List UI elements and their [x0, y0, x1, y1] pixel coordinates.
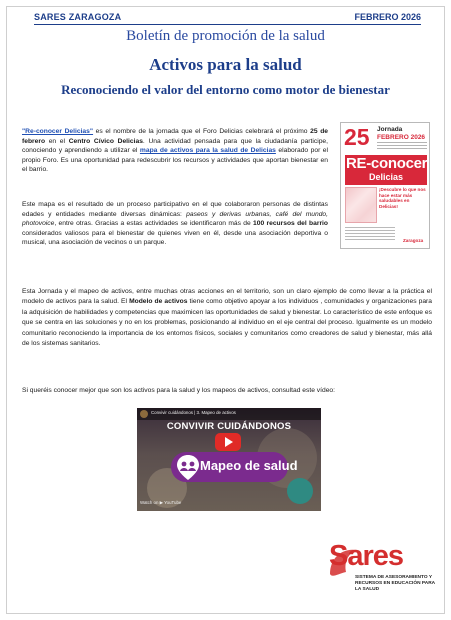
video-title[interactable]: Convivir cuidándonos | 3. Mapeo de activos	[151, 410, 236, 415]
bulletin-subtitle: Activos para la salud	[149, 55, 302, 74]
poster-map-image	[345, 187, 377, 223]
poster-title: RE-conocer	[346, 155, 428, 172]
mapa-activos-link[interactable]: mapa de activos para la salud de Delicias	[139, 147, 276, 155]
paragraph-video-intro: Si queréis conocer mejor que son los activos para la salud y los mapeos de activos, consultad este vídeo:	[22, 387, 335, 394]
header-divider	[34, 24, 421, 25]
sares-logo-text: Sares	[329, 540, 404, 572]
bulletin-title: Boletín de promoción de la salud	[126, 28, 325, 44]
poster-subtitle: Delicias	[369, 172, 404, 182]
reconocer-delicias-link[interactable]: "Re-conocer Delicias"	[22, 128, 94, 135]
paragraph-process: Este mapa es el resultado de un proceso participativo en el que colaboraron personas de distintas edades y entidades mediante diversas dinámicas: paseos y derivas urbanas, café del mundo, photovoice, entre otras. Gracias a estas actividades se identificaron más de 100 recursos del barrio considerados valiosos para el bienestar de quienes viven en él, desde una asociación deportiva o musical, una asociación de vecinos o un parque.	[22, 201, 329, 247]
header-org: SARES ZARAGOZA	[34, 12, 122, 22]
map-pin-people-icon	[175, 453, 201, 481]
video-label: Mapeo de salud	[200, 458, 298, 473]
play-button-icon[interactable]	[215, 433, 241, 451]
video-heading: CONVIVIR CUIDÁNDONOS	[166, 421, 292, 432]
poster-day: 25	[344, 124, 370, 150]
poster-tagline: ¡Descubre lo que nos hace estar más saludables en Delicias!	[379, 187, 426, 209]
sares-logo-subtitle: SISTEMA DE ASESORAMIENTO Y RECURSOS EN EDUCACIÓN PARA LA SALUD	[355, 575, 435, 592]
poster-info-lines	[377, 142, 427, 151]
header-date: FEBRERO 2026	[354, 12, 421, 22]
poster-footer-lines	[345, 227, 395, 241]
poster-jornada: Jornada	[377, 126, 403, 133]
bulletin-tagline: Reconociendo el valor del entorno como motor de bienestar	[61, 82, 390, 97]
watch-on-youtube-link[interactable]: Watch on ▶ YouTube	[140, 500, 182, 505]
poster-month: FEBRERO 2026	[377, 134, 426, 141]
paragraph-intro: "Re-conocer Delicias" es el nombre de la jornada que el Foro Delicias celebrará el próximo 25 de febrero en el Centro Cívico Delicias. Una actividad pensada para que la ciudadanía participe, conociendo y aprendiendo a utilizar el mapa de activos para la salud de Delicias elaborado por el propio Foro. Es una oportunidad para redescubrir los recursos y actividades que aportan bienestar en el barrio.	[22, 128, 329, 174]
event-poster	[340, 122, 430, 249]
video-corner-icon	[287, 478, 313, 504]
poster-brand: Zaragoza	[403, 238, 424, 243]
video-embed[interactable]	[137, 408, 321, 511]
channel-avatar[interactable]	[140, 410, 148, 418]
paragraph-model: Esta Jornada y el mapeo de activos, entre muchas otras acciones en el territorio, son un claro ejemplo de como llevar a la práctica el modelo de activos para la salud. El Modelo de activos tiene como objetivo apoyar a los individuos , comunidades y organizaciones para la adquisición de habilidades y competencias que maximicen las oportunidades de salud y bienestar. Lo característico de este enfoque es que se centra en las soluciones y no en los problemas, posicionando al individuo en el eje central del proceso. Igualmente es un modelo comunitario reconociendo la importancia de los entornos físicos, sociales y comunitarios como creadores de salud y bienestar, más allá de los sistemas sanitarios.	[22, 288, 433, 348]
